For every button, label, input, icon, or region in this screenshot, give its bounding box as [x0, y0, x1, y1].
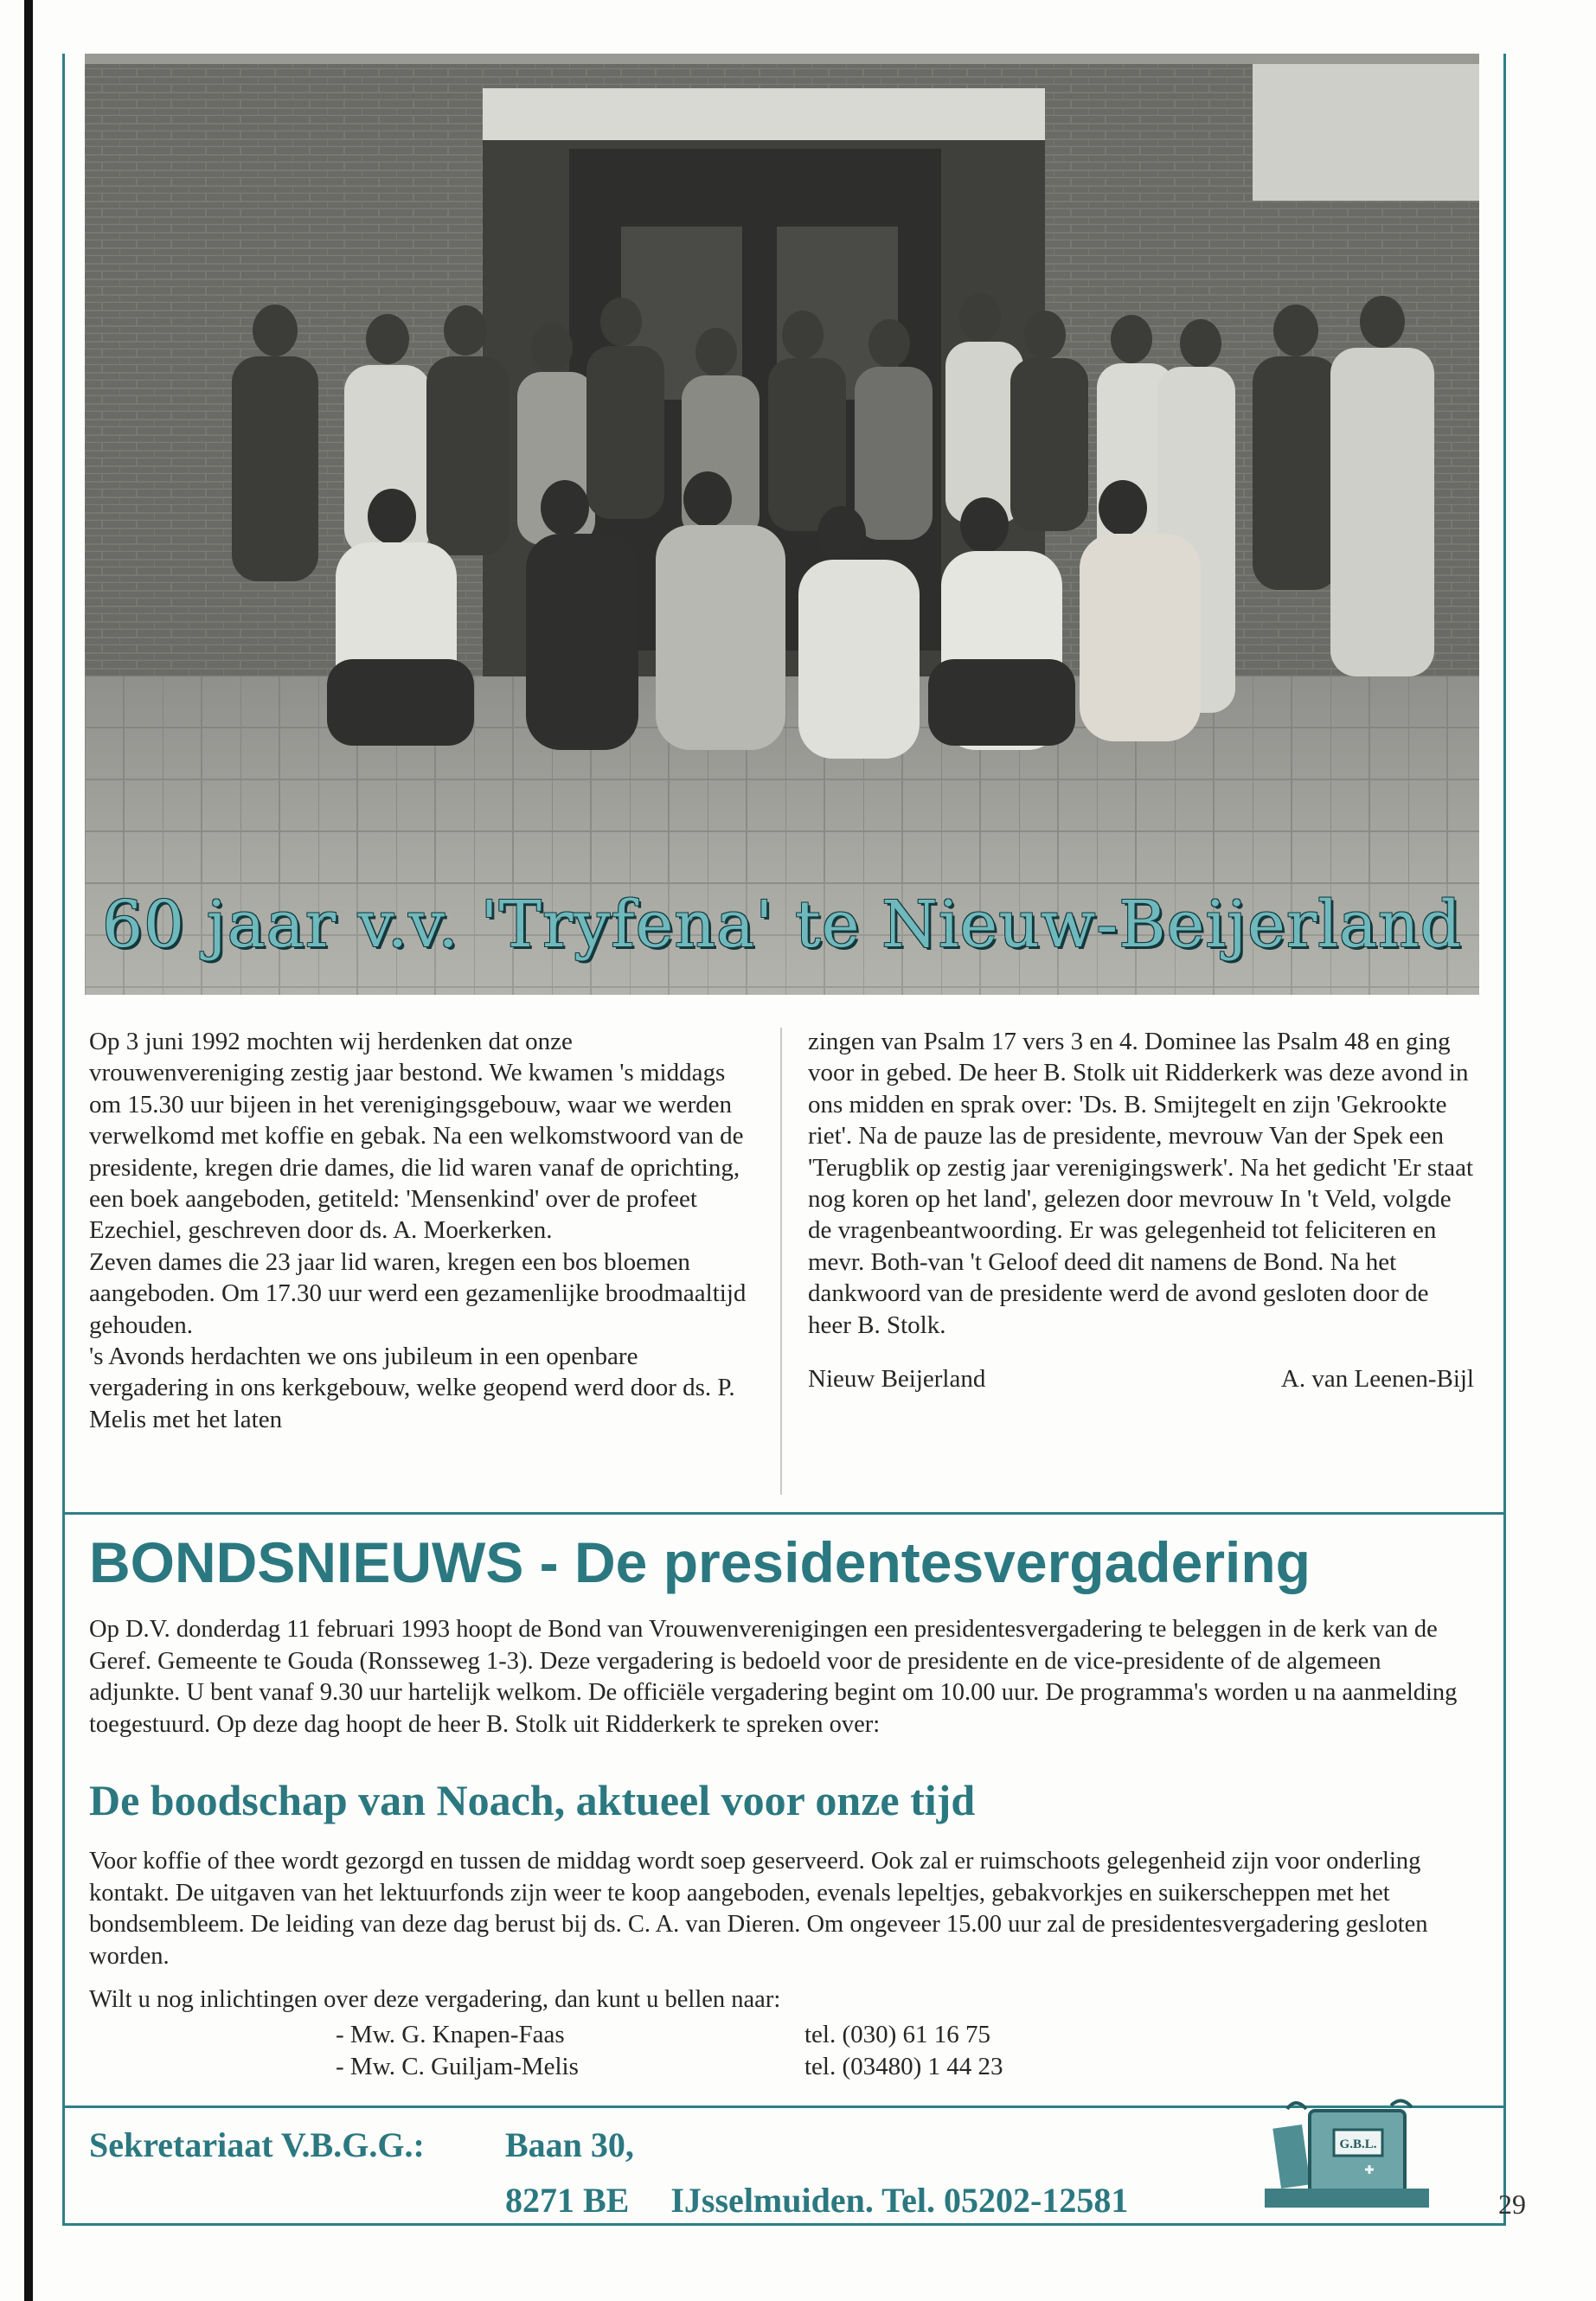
contact-item: [336, 2019, 1003, 2051]
paragraph-text: Wilt u nog inlichtingen over deze vergadering, dan kunt u bellen naar:: [89, 1986, 781, 2013]
secretariat-label: Sekretariaat V.B.G.G.:: [89, 2125, 425, 2164]
article-signature: [808, 1363, 1474, 1394]
bondsnieuws-title: BONDSNIEUWS - De presidentesvergadering: [89, 1530, 1311, 1594]
secretariat-address: Baan 30,: [505, 2125, 634, 2164]
article-paragraph: Op 3 juni 1992 mochten wij herdenken dat onze vrouwenvereniging zestig jaar bestond. We kwamen 's middags om 15.30 uur bijeen in het verenigingsgebouw, waar we werden verwelkomd met koffie en gebak. Na een welkomstwoord van de presidente, kregen drie dames, die lid waren vanaf de oprichting, een boek aangeboden, getiteld: 'Mensenkind' over de profeet Ezechiel, geschreven door ds. A. Moerkerken.: [89, 1028, 744, 1245]
contact-phone: tel. (030) 61 16 75: [804, 2021, 991, 2048]
contact-phone: tel. (03480) 1 44 23: [804, 2052, 1003, 2080]
bond-emblem-icon: [1261, 2092, 1434, 2220]
column-divider: [780, 1028, 782, 1495]
article-paragraph: zingen van Psalm 17 vers 3 en 4. Dominee las Psalm 48 en ging voor in gebed. De heer B. Stolk uit Ridderkerk was deze avond in ons midden en sprak over: 'Ds. B. Smijtegelt en zijn 'Gekrookte riet'. Na de pauze las de presidente, mevrouw Van der Spek een 'Terugblik op zestig jaar verenigingswerk'. Na het gedicht 'Er staat nog koren op het land', gelezen door mevrouw In 't Veld, volgde de vragenbeantwoording. Er was gelegenheid tot feliciteren en mevr. Both-van 't Geloof deed dit namens de Bond. Na het dankwoord van de presidente werd de avond gesloten door de heer B. Stolk.: [808, 1028, 1473, 1339]
paragraph-text: Voor koffie of thee wordt gezorgd en tussen de middag wordt soep geserveerd. Ook zal er ruimschoots gelegenheid zijn voor onderling kontakt. De uitgaven van het lektuurfonds zijn weer te koop aangeboden, evenals lepeltjes, gebakvorkjes en suikerscheppen met het bondsembleem. De leiding van deze dag berust bij ds. C. A. van Dieren. Om ongeveer 15.00 uur zal de presidentesvergadering gesloten worden.: [89, 1848, 1428, 1970]
contact-list: [336, 2019, 1003, 2082]
article-paragraph: 's Avonds herdachten we ons jubileum in een openbare vergadering in ons kerkgebouw, welke geopend werd door ds. P. Melis met het laten: [89, 1343, 735, 1433]
frame-bottom-rule: [62, 2223, 1506, 2226]
bondsnieuws-paragraph: [89, 1984, 1473, 2016]
bondsnieuws-paragraph: [89, 1846, 1473, 1972]
group-photo: [85, 54, 1479, 995]
page-number: 29: [1498, 2189, 1526, 2220]
frame-left-rule: [62, 54, 65, 2225]
paragraph-text: Op D.V. donderdag 11 februari 1993 hoopt de Bond van Vrouwenverenigingen een presidentesvergadering te beleggen in de kerk van de Geref. Gemeente te Gouda (Ronsseweg 1-3). Deze vergadering is bedoeld voor de presidente en de vice-presidente of de algemeen adjunkte. U bent vanaf 9.30 uur hartelijk welkom. De officiële vergadering begint om 10.00 uur. De programma's worden u na aanmelding toegestuurd. Op deze dag hoopt de heer B. Stolk uit Ridderkerk te spreken over:: [89, 1616, 1458, 1738]
signature-place: Nieuw Beijerland: [808, 1365, 986, 1394]
article-paragraph: Zeven dames die 23 jaar lid waren, kregen een bos bloemen aangeboden. Om 17.30 uur werd een gezamenlijke broodmaaltijd gehouden.: [89, 1247, 747, 1339]
group-photo-illustration: [85, 54, 1479, 995]
signature-author: A. van Leenen-Bijl: [1280, 1365, 1474, 1394]
frame-right-rule: [1503, 54, 1506, 2225]
binding-edge: [24, 0, 33, 2301]
contact-name: - Mw. G. Knapen-Faas: [336, 2021, 565, 2048]
article-headline: 60 jaar v.v. 'Tryfena' te Nieuw-Beijerland: [101, 888, 1463, 962]
secretariat-city-phone: IJsselmuiden. Tel. 05202-12581: [670, 2181, 1129, 2220]
contact-name: - Mw. C. Guiljam-Melis: [336, 2052, 579, 2080]
lecture-title: De boodschap van Noach, aktueel voor onze tijd: [89, 1776, 976, 1824]
article-right-column: [808, 1026, 1474, 1394]
contact-item: [336, 2051, 1003, 2083]
emblem-label: G.B.L.: [1339, 2138, 1377, 2151]
secretariat-postcode: 8271 BE: [505, 2181, 630, 2220]
article-left-column: [89, 1026, 755, 1435]
section-divider: [65, 1512, 1503, 1515]
bondsnieuws-paragraph: [89, 1614, 1473, 1740]
secretariat-city-line: [505, 2180, 1128, 2221]
